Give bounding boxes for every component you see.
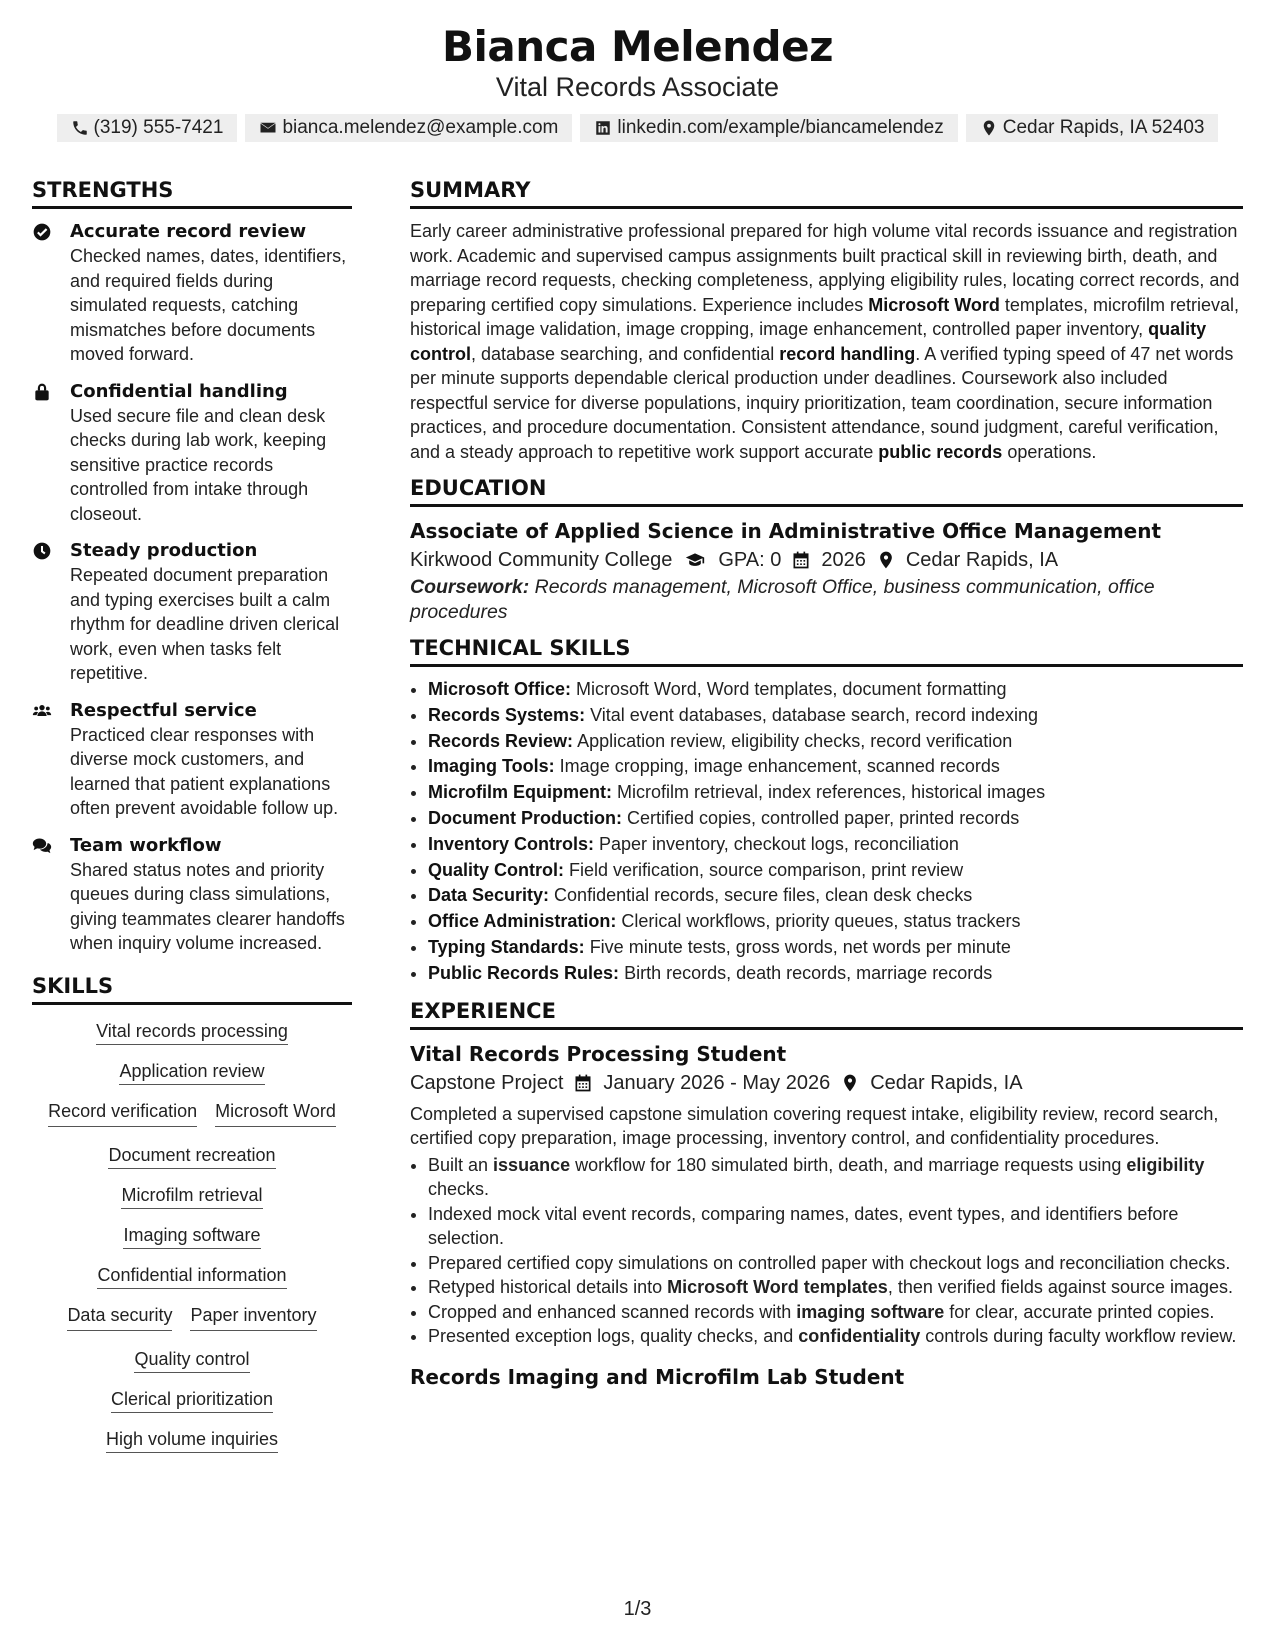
job-org: Capstone Project xyxy=(410,1071,564,1094)
coursework-text: Records management, Microsoft Office, business communication, office procedures xyxy=(410,576,1155,623)
contact-phone-text: (319) 555-7421 xyxy=(93,117,224,138)
list-item xyxy=(428,754,1243,780)
list-item: • Presented exception logs, quality checks, and confidentiality controls during faculty workflow review. xyxy=(428,1324,1243,1349)
contact-location xyxy=(966,114,1219,142)
technical-skills-heading: TECHNICAL SKILLS xyxy=(410,636,1243,667)
tech-value: Certified copies, controlled paper, printed records xyxy=(622,807,1020,828)
tech-label: Microfilm Equipment: xyxy=(428,782,612,803)
list-item xyxy=(428,677,1243,703)
tech-label: Microsoft Office: xyxy=(428,679,572,699)
skill-tag: Confidential information xyxy=(97,1265,286,1289)
tech-value: Application review, eligibility checks, record verification xyxy=(573,730,1013,751)
tech-value: Vital event databases, database search, record indexing xyxy=(585,704,1039,725)
strength-title: Steady production xyxy=(70,540,258,561)
skill-tag: Microfilm retrieval xyxy=(121,1185,262,1209)
summary-heading: SUMMARY xyxy=(410,178,1243,209)
envelope-icon xyxy=(259,119,277,137)
check-circle-icon xyxy=(32,222,52,242)
comments-icon xyxy=(32,836,52,856)
lock-icon xyxy=(32,382,52,402)
strength-desc: Repeated document preparation and typing exercises built a calm rhythm for deadline driven clerical work, even when tasks felt repetitive. xyxy=(70,565,340,683)
tech-value: Field verification, source comparison, print review xyxy=(564,859,964,880)
job-meta xyxy=(410,1068,1243,1098)
strength-item xyxy=(32,698,352,821)
job-bullets xyxy=(410,1153,1243,1349)
tech-label: Imaging Tools: xyxy=(428,756,555,777)
education-degree: Associate of Applied Science in Administrative Office Management xyxy=(410,519,1162,543)
tech-value: Clerical workflows, priority queues, status trackers xyxy=(616,911,1021,932)
education-year: 2026 xyxy=(821,549,866,571)
skill-tag: Microsoft Word xyxy=(215,1099,336,1127)
strength-desc: Checked names, dates, identifiers, and required fields during simulated requests, catching mismatches before documents moved forward. xyxy=(70,246,347,364)
tech-value: Image cropping, image enhancement, scanned records xyxy=(554,756,1000,777)
list-item xyxy=(428,909,1243,935)
page-number: 1/3 xyxy=(623,1598,652,1620)
list-item xyxy=(428,961,1243,987)
summary-text: Early career administrative professional prepared for high volume vital records issuance and registration work. Academic and supervised campus assignments built practical skill in reviewing birth, death, and marriage record requests, checking completeness, applying eligibility rules, locating correct records, and preparing certified copy simulations. Experience includes Microsoft Word templates, microfilm retrieval, historical image validation, image cropping, image enhancement, controlled paper inventory, quality control, database searching, and confidential record handling. A verified typing speed of 47 net words per minute supports dependable clerical production under deadlines. Coursework also included respectful service for diverse populations, inquiry prioritization, team coordination, secure information practices, and procedure documentation. Consistent attendance, sound judgment, careful verification, and a steady approach to repetitive work support accurate public records operations. xyxy=(410,221,1240,462)
job-title: Vital Records Processing Student xyxy=(410,1041,787,1066)
tech-value: Microfilm retrieval, index references, historical images xyxy=(612,782,1046,803)
education-gpa: GPA: 0 xyxy=(718,549,782,571)
tech-label: Quality Control: xyxy=(428,859,564,880)
job-location: Cedar Rapids, IA xyxy=(870,1071,1023,1094)
skill-tag: Application review xyxy=(119,1061,264,1085)
strength-item xyxy=(32,833,352,956)
strength-desc: Practiced clear responses with diverse mock customers, and learned that patient explanations often prevent avoidable follow up. xyxy=(70,724,339,818)
contact-linkedin-text: linkedin.com/example/biancamelendez xyxy=(617,117,944,138)
skill-tag: Vital records processing xyxy=(96,1021,288,1045)
list-item xyxy=(428,806,1243,832)
tech-value: Confidential records, secure files, clean desk checks xyxy=(549,885,973,906)
education-coursework xyxy=(410,575,1243,624)
contact-location-text: Cedar Rapids, IA 52403 xyxy=(1002,117,1205,138)
education-heading: EDUCATION xyxy=(410,476,1243,507)
list-item: • Retyped historical details into Microsoft Word templates, then verified fields against source images. xyxy=(428,1275,1243,1300)
strengths-heading: STRENGTHS xyxy=(32,178,352,209)
list-item: • Cropped and enhanced scanned records with imaging software for clear, accurate printed copies. xyxy=(428,1300,1243,1325)
phone-icon xyxy=(71,119,89,137)
list-item xyxy=(428,935,1243,961)
skill-tag: Imaging software xyxy=(123,1225,260,1249)
left-column xyxy=(32,178,352,1451)
tech-label: Data Security: xyxy=(428,885,550,906)
education-meta xyxy=(410,545,1243,575)
strength-title: Team workflow xyxy=(70,834,222,856)
strength-item xyxy=(32,379,352,527)
strength-title: Respectful service xyxy=(70,699,257,721)
strength-desc: Shared status notes and priority queues during class simulations, giving teammates clearer handoffs when inquiry volume increased. xyxy=(70,859,345,953)
coursework-label: Coursework: xyxy=(410,576,530,598)
tech-value: Paper inventory, checkout logs, reconciliation xyxy=(594,833,959,854)
contact-bar xyxy=(0,114,1275,142)
skill-tag: Data security xyxy=(67,1303,172,1331)
linkedin-icon xyxy=(594,119,612,137)
contact-email[interactable] xyxy=(245,114,572,142)
tech-label: Records Review: xyxy=(428,730,574,751)
tech-label: Records Systems: xyxy=(428,704,586,725)
map-pin-icon xyxy=(840,1073,860,1093)
skill-tag: Paper inventory xyxy=(190,1303,316,1331)
tech-label: Inventory Controls: xyxy=(428,833,595,854)
graduation-cap-icon xyxy=(682,550,708,570)
candidate-name: Bianca Melendez xyxy=(441,22,834,71)
skill-tag: Clerical prioritization xyxy=(111,1389,273,1413)
job-title: Records Imaging and Microfilm Lab Student xyxy=(410,1364,905,1389)
technical-skills-list xyxy=(410,677,1243,987)
tech-label: Document Production: xyxy=(428,807,622,828)
clock-icon xyxy=(32,541,52,561)
list-item xyxy=(428,858,1243,884)
contact-phone[interactable] xyxy=(57,114,238,142)
contact-email-text: bianca.melendez@example.com xyxy=(282,117,559,138)
calendar-icon xyxy=(791,550,811,570)
list-item xyxy=(428,729,1243,755)
list-item: • Indexed mock vital event records, comparing names, dates, event types, and identifiers before selection. xyxy=(428,1202,1243,1251)
experience-heading: EXPERIENCE xyxy=(410,999,1243,1030)
map-pin-icon xyxy=(980,119,998,137)
list-item xyxy=(428,780,1243,806)
tech-label: Typing Standards: xyxy=(428,936,585,957)
strength-title: Accurate record review xyxy=(70,221,307,242)
job-dates: January 2026 - May 2026 xyxy=(603,1071,831,1094)
tech-value: Birth records, death records, marriage records xyxy=(619,962,993,983)
education-location: Cedar Rapids, IA xyxy=(905,549,1059,571)
skill-tag: Document recreation xyxy=(108,1145,275,1169)
contact-linkedin[interactable] xyxy=(580,114,957,142)
education-school: Kirkwood Community College xyxy=(410,549,673,571)
right-column xyxy=(410,178,1243,1391)
skills-heading: SKILLS xyxy=(32,974,352,1005)
skills-list xyxy=(32,1015,352,1451)
strength-desc: Used secure file and clean desk checks during lab work, keeping sensitive practice records controlled from intake through closeout. xyxy=(70,405,327,524)
users-icon xyxy=(32,701,52,721)
strength-title: Confidential handling xyxy=(70,380,288,402)
tech-label: Public Records Rules: xyxy=(428,962,620,983)
skill-tag: High volume inquiries xyxy=(106,1429,278,1453)
skill-tag: Record verification xyxy=(48,1099,197,1127)
strength-item xyxy=(32,538,352,686)
list-item xyxy=(428,883,1243,909)
map-pin-icon xyxy=(876,550,896,570)
list-item: • Prepared certified copy simulations on controlled paper with checkout logs and reconciliation checks. xyxy=(428,1251,1243,1276)
candidate-title: Vital Records Associate xyxy=(495,72,780,102)
calendar-icon xyxy=(573,1073,593,1093)
tech-value: Five minute tests, gross words, net words per minute xyxy=(584,936,1011,957)
job-intro: Completed a supervised capstone simulation covering request intake, eligibility review, record search, certified copy preparation, image processing, inventory control, and confidentiality procedures. xyxy=(410,1103,1219,1149)
strength-item xyxy=(32,219,352,367)
list-item xyxy=(428,832,1243,858)
list-item: • Built an issuance workflow for 180 simulated birth, death, and marriage requests using eligibility checks. xyxy=(428,1153,1243,1202)
list-item xyxy=(428,703,1243,729)
tech-label: Office Administration: xyxy=(428,911,617,932)
tech-value: Microsoft Word, Word templates, document formatting xyxy=(571,679,1007,699)
skill-tag: Quality control xyxy=(134,1349,249,1373)
